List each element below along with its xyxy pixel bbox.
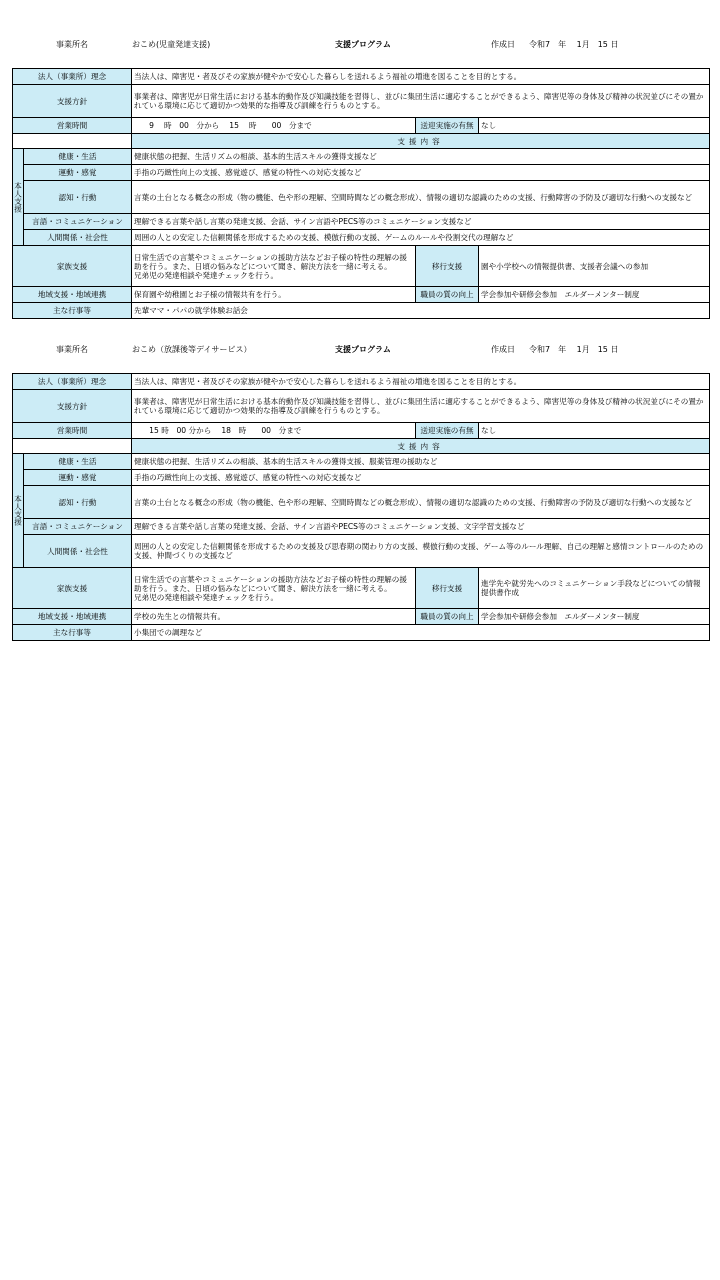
social-value: 周囲の人との安定した信頼関係を形成するための支援及び思春期の関わり方の支援、模倣行動の支援、ゲーム等のルール理解、自己の理解と感情コントロールのための支援、仲間づくりの支援など (132, 535, 710, 568)
language-row (13, 519, 710, 535)
motor-value: 手指の巧緻性向上の支援、感覚遊び、感覚の特性への対応支援など (132, 470, 710, 486)
motor-label: 運動・感覚 (24, 165, 132, 181)
events-value: 小集団での調理など (132, 625, 710, 641)
events-label: 主な行事等 (13, 303, 132, 319)
events-row (13, 303, 710, 319)
motor-row (13, 470, 710, 486)
family-label: 家族支援 (13, 246, 132, 287)
social-row (13, 535, 710, 568)
created-label: 作成日 (491, 40, 515, 49)
social-row (13, 230, 710, 246)
created-date: 令和7 年 1月 15 日 (529, 345, 619, 354)
community-row (13, 287, 710, 303)
family-row (13, 246, 710, 287)
community-value: 学校の先生との情報共有。 (132, 609, 416, 625)
office-label: 事業所名 (56, 40, 88, 49)
sheet-header (12, 39, 709, 53)
transition-label: 移行支援 (416, 568, 479, 609)
motor-value: 手指の巧緻性向上の支援、感覚遊び、感覚の特性への対応支援など (132, 165, 710, 181)
support-header-blank (13, 134, 132, 149)
cognition-row (13, 486, 710, 519)
family-row (13, 568, 710, 609)
transition-value: 進学先や就労先へのコミュニケーション手段などについての情報提供書作成 (479, 568, 710, 609)
philosophy-label: 法人（事業所）理念 (13, 69, 132, 85)
cognition-value: 言葉の土台となる概念の形成（物の機能、色や形の理解、空間時間などの概念形成）、情報の適切な認識のための支援、行動障害の予防及び適切な行動への支援など (132, 486, 710, 519)
staff-label: 職員の質の向上 (416, 287, 479, 303)
motor-label: 運動・感覚 (24, 470, 132, 486)
transport-label: 送迎実施の有無 (416, 423, 479, 439)
social-label: 人間関係・社会性 (24, 230, 132, 246)
policy-row (13, 85, 710, 118)
family-label: 家族支援 (13, 568, 132, 609)
staff-value: 学会参加や研修会参加 エルダーメンター制度 (479, 287, 710, 303)
created-label: 作成日 (491, 345, 515, 354)
sheet-header (12, 344, 709, 358)
support-header: 支援内容 (132, 134, 710, 149)
hours-value: 9 時 00 分から 15 時 00 分まで (132, 118, 416, 134)
events-row (13, 625, 710, 641)
policy-value: 事業者は、障害児が日常生活における基本的動作及び知識技能を習得し、並びに集団生活に適応することができるよう、障害児等の身体及び精神の状況並びにその置かれている環境に応じて適切かつ効果的な指導及び訓練を行うものとする。 (132, 390, 710, 423)
program-table (12, 68, 710, 319)
community-row (13, 609, 710, 625)
policy-label: 支援方針 (13, 85, 132, 118)
policy-value: 事業者は、障害児が日常生活における基本的動作及び知識技能を習得し、並びに集団生活に適応することができるよう、障害児等の身体及び精神の状況並びにその置かれている環境に応じて適切かつ効果的な指導及び訓練を行うものとする。 (132, 85, 710, 118)
sheet-title: 支援プログラム (335, 345, 391, 354)
philosophy-value: 当法人は、障害児・者及びその家族が健やかで安心した暮らしを送れるよう福祉の増進を図ることを目的とする。 (132, 69, 710, 85)
program-table (12, 373, 710, 641)
health-label: 健康・生活 (24, 149, 132, 165)
transport-label: 送迎実施の有無 (416, 118, 479, 134)
office-name: おこめ(児童発達支援) (132, 40, 211, 49)
language-row (13, 214, 710, 230)
philosophy-label: 法人（事業所）理念 (13, 374, 132, 390)
hours-value: 15 時 00 分から 18 時 00 分まで (132, 423, 416, 439)
family-value: 日常生活での言葉やコミュニケーションの援助方法などお子様の特性の理解の援助を行う。また、日頃の悩みなどについて聞き、解決方法を一緒に考える。 兄弟児の発達相談や発達チェックを行う。 (132, 246, 416, 287)
health-row (13, 149, 710, 165)
language-label: 言語・コミュニケーション (24, 519, 132, 535)
sheet-title: 支援プログラム (335, 40, 391, 49)
cognition-label: 認知・行動 (24, 486, 132, 519)
motor-row (13, 165, 710, 181)
social-label: 人間関係・社会性 (24, 535, 132, 568)
community-label: 地域支援・地域連携 (13, 609, 132, 625)
office-name: おこめ（放課後等デイサービス） (132, 345, 252, 354)
self-support-label: 本人支援 (13, 454, 24, 568)
hours-row (13, 423, 710, 439)
transition-label: 移行支援 (416, 246, 479, 287)
staff-label: 職員の質の向上 (416, 609, 479, 625)
staff-value: 学会参加や研修会参加 エルダーメンター制度 (479, 609, 710, 625)
policy-row (13, 390, 710, 423)
self-support-label: 本人支援 (13, 149, 24, 246)
hours-label: 営業時間 (13, 423, 132, 439)
events-value: 先輩ママ・パパの就学体験お話会 (132, 303, 710, 319)
hours-label: 営業時間 (13, 118, 132, 134)
transport-value: なし (479, 118, 710, 134)
community-value: 保育園や幼稚園とお子様の情報共有を行う。 (132, 287, 416, 303)
events-label: 主な行事等 (13, 625, 132, 641)
philosophy-row (13, 69, 710, 85)
support-header-row (13, 134, 710, 149)
family-value: 日常生活での言葉やコミュニケーションの援助方法などお子様の特性の理解の援助を行う。また、日頃の悩みなどについて聞き、解決方法を一緒に考える。 兄弟児の発達相談や発達チェックを行う。 (132, 568, 416, 609)
transition-value: 園や小学校への情報提供書、支援者会議への参加 (479, 246, 710, 287)
community-label: 地域支援・地域連携 (13, 287, 132, 303)
policy-label: 支援方針 (13, 390, 132, 423)
language-value: 理解できる言葉や話し言葉の発達支援、会話、サイン言語やPECS等のコミュニケーション支援など (132, 214, 710, 230)
health-value: 健康状態の把握、生活リズムの相談、基本的生活スキルの獲得支援、服薬管理の援助など (132, 454, 710, 470)
language-value: 理解できる言葉や話し言葉の発達支援、会話、サイン言語やPECS等のコミュニケーション支援、文字学習支援など (132, 519, 710, 535)
social-value: 周囲の人との安定した信頼関係を形成するための支援、模倣行動の支援、ゲームのルールや役割交代の理解など (132, 230, 710, 246)
created-date: 令和7 年 1月 15 日 (529, 40, 619, 49)
support-header-row (13, 439, 710, 454)
office-label: 事業所名 (56, 345, 88, 354)
philosophy-value: 当法人は、障害児・者及びその家族が健やかで安心した暮らしを送れるよう福祉の増進を図ることを目的とする。 (132, 374, 710, 390)
hours-row (13, 118, 710, 134)
language-label: 言語・コミュニケーション (24, 214, 132, 230)
health-label: 健康・生活 (24, 454, 132, 470)
support-header-blank (13, 439, 132, 454)
support-header: 支援内容 (132, 439, 710, 454)
transport-value: なし (479, 423, 710, 439)
health-row (13, 454, 710, 470)
health-value: 健康状態の把握、生活リズムの相談、基本的生活スキルの獲得支援など (132, 149, 710, 165)
cognition-label: 認知・行動 (24, 181, 132, 214)
cognition-row (13, 181, 710, 214)
cognition-value: 言葉の土台となる概念の形成（物の機能、色や形の理解、空間時間などの概念形成）、情報の適切な認識のための支援、行動障害の予防及び適切な行動への支援など (132, 181, 710, 214)
philosophy-row (13, 374, 710, 390)
